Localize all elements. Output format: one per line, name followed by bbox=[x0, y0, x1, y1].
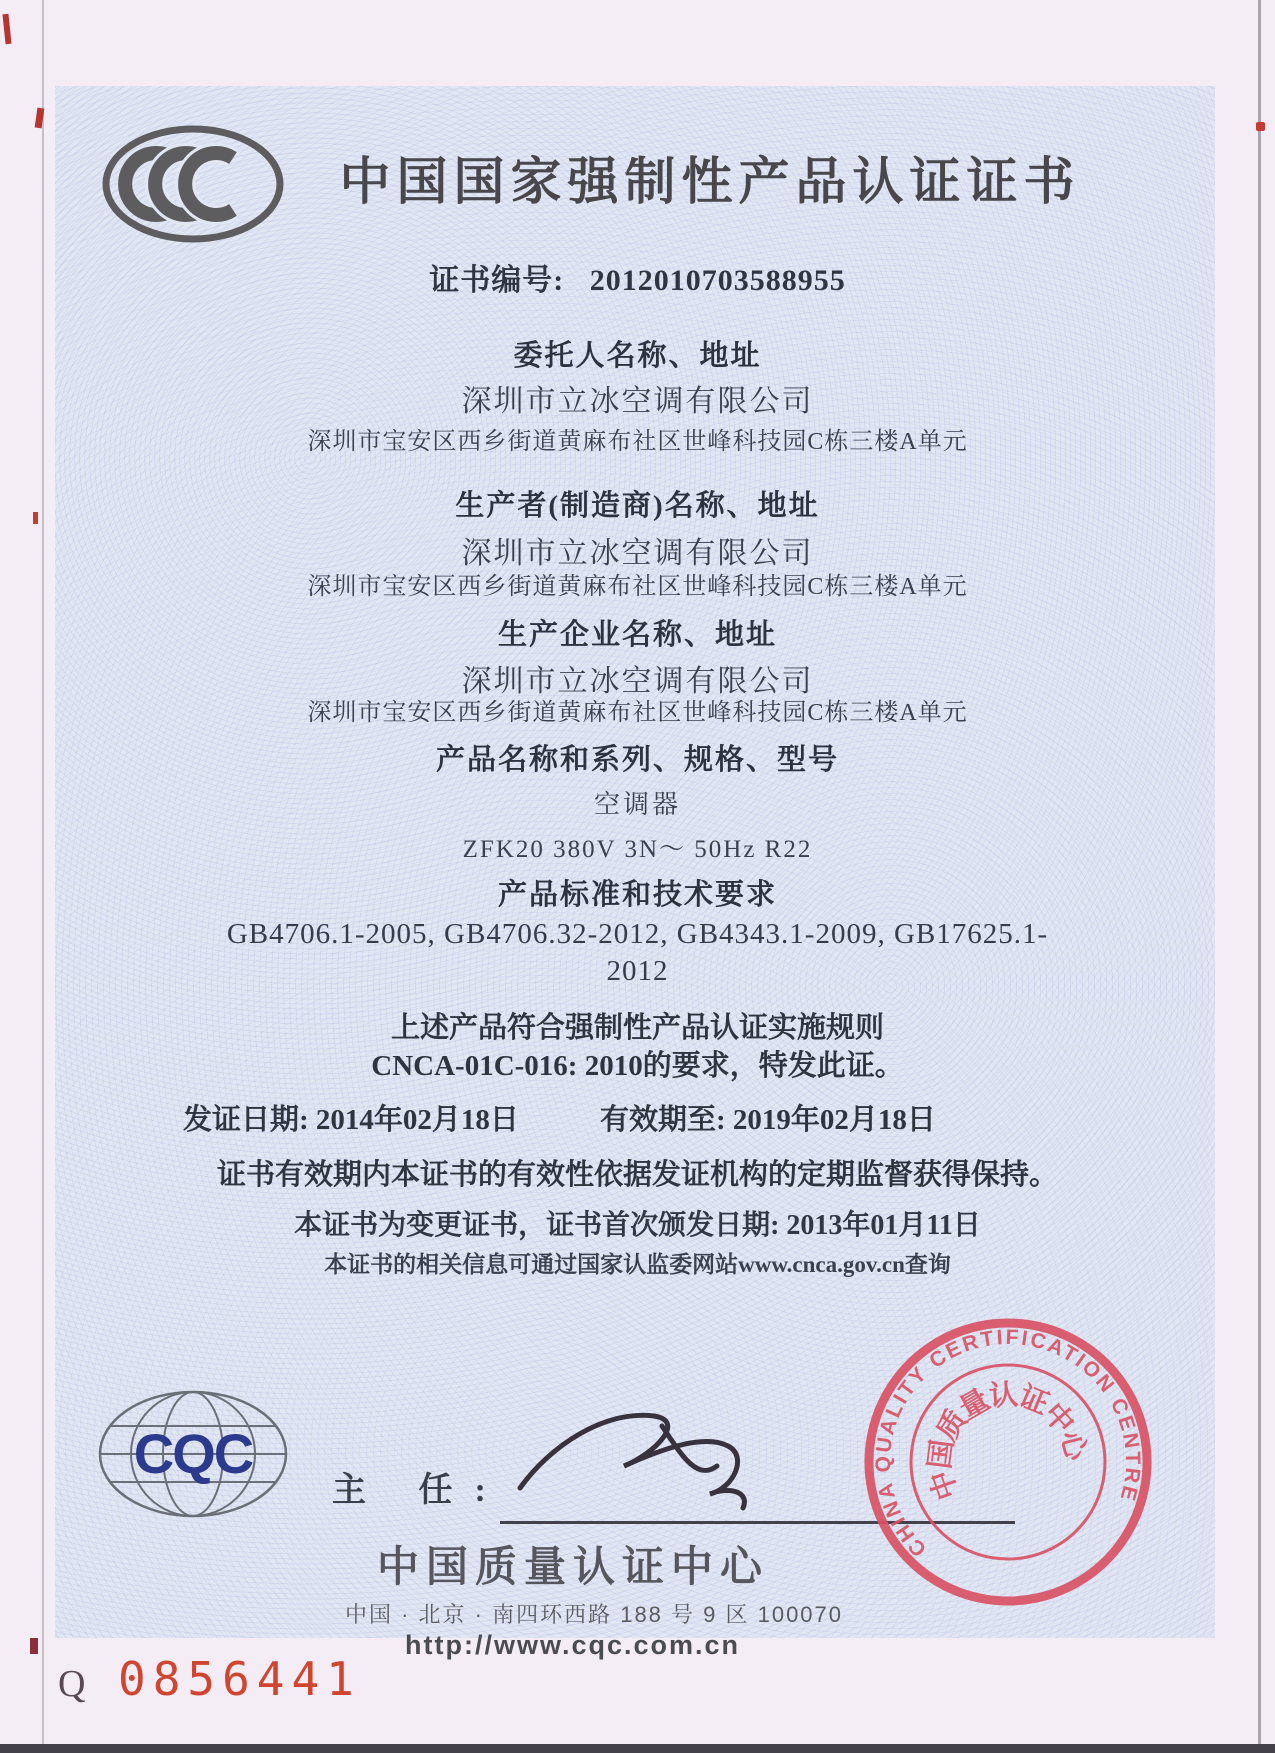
section-heading: 生产者(制造商)名称、地址 bbox=[455, 490, 820, 522]
scan-artifact bbox=[2, 14, 11, 44]
section-heading: 委托人名称、地址 bbox=[513, 340, 762, 372]
compliance-statement-line-2: CNCA-01C-016: 2010的要求，特发此证。 bbox=[371, 1050, 904, 1082]
compliance-statement-line-1: 上述产品符合强制性产品认证实施规则 bbox=[390, 1012, 884, 1044]
section-heading: 生产企业名称、地址 bbox=[497, 619, 777, 651]
cqc-logo-icon bbox=[93, 1388, 298, 1533]
section-heading: 产品标准和技术要求 bbox=[497, 879, 777, 911]
applicant-address: 深圳市宝安区西乡街道黄麻布社区世峰科技园C栋三楼A单元 bbox=[307, 429, 968, 455]
certificate-number-line bbox=[60, 255, 1215, 299]
org-name: 中国质量认证中心 bbox=[376, 1543, 769, 1590]
scan-edge-left bbox=[42, 0, 44, 1753]
factory-name: 深圳市立冰空调有限公司 bbox=[461, 665, 814, 698]
serial-number: 0856441 bbox=[118, 1652, 361, 1706]
org-url: http://www.cqc.com.cn bbox=[404, 1630, 741, 1660]
stamp-ring-text: CHINA QUALITY CERTIFICATION CENTRE bbox=[871, 1325, 1145, 1561]
page-title: 中国国家强制性产品认证证书 bbox=[339, 153, 1081, 210]
cqc-logo-text: CQC bbox=[133, 1422, 253, 1485]
issue-date: 发证日期: 2014年02月18日 bbox=[183, 1104, 519, 1136]
product-model: ZFK20 380V 3N～ 50Hz R22 bbox=[462, 836, 813, 863]
scan-edge-bottom bbox=[0, 1744, 1275, 1753]
scan-edge-right bbox=[1258, 0, 1261, 1753]
svg-text:CHINA QUALITY CERTIFICATION CE bbox=[847, 1301, 1158, 1566]
manufacturer-address: 深圳市宝安区西乡街道黄麻布社区世峰科技园C栋三楼A单元 bbox=[307, 574, 968, 600]
director-label: 主 任: bbox=[332, 1472, 508, 1509]
change-note: 本证书为变更证书，证书首次颁发日期: 2013年01月11日 bbox=[294, 1210, 981, 1241]
validity-note: 证书有效期内本证书的有效性依据发证机构的定期监督获得保持。 bbox=[216, 1159, 1058, 1191]
director-signature bbox=[512, 1396, 762, 1516]
scan-artifact bbox=[1256, 122, 1265, 131]
certificate-number-label: 证书编号: bbox=[429, 264, 565, 297]
serial-prefix: Q bbox=[58, 1663, 86, 1705]
applicant-name: 深圳市立冰空调有限公司 bbox=[461, 385, 814, 418]
product-name: 空调器 bbox=[593, 790, 681, 819]
standards-line-2: 2012 bbox=[606, 955, 669, 987]
svg-text:中国质量认证中心 bbox=[907, 1362, 1096, 1505]
standards-line-1: GB4706.1-2005, GB4706.32-2012, GB4343.1-2009, GB17625.1- bbox=[226, 918, 1049, 950]
factory-address: 深圳市宝安区西乡街道黄麻布社区世峰科技园C栋三楼A单元 bbox=[307, 700, 968, 726]
info-note: 本证书的相关信息可通过国家认监委网站www.cnca.gov.cn查询 bbox=[324, 1252, 951, 1277]
section-heading: 产品名称和系列、规格、型号 bbox=[435, 744, 839, 776]
expiry-date: 有效期至: 2019年02月18日 bbox=[600, 1104, 936, 1136]
scan-artifact bbox=[33, 512, 38, 524]
org-address: 中国 · 北京 · 南四环西路 188 号 9 区 100070 bbox=[345, 1602, 844, 1627]
cqc-stamp-seal bbox=[830, 1284, 1186, 1640]
scan-artifact bbox=[30, 1638, 38, 1654]
certificate-number-value: 2012010703588955 bbox=[589, 264, 846, 297]
stamp-inner-text: 中国质量认证中心 bbox=[924, 1379, 1093, 1504]
manufacturer-name: 深圳市立冰空调有限公司 bbox=[461, 537, 814, 570]
